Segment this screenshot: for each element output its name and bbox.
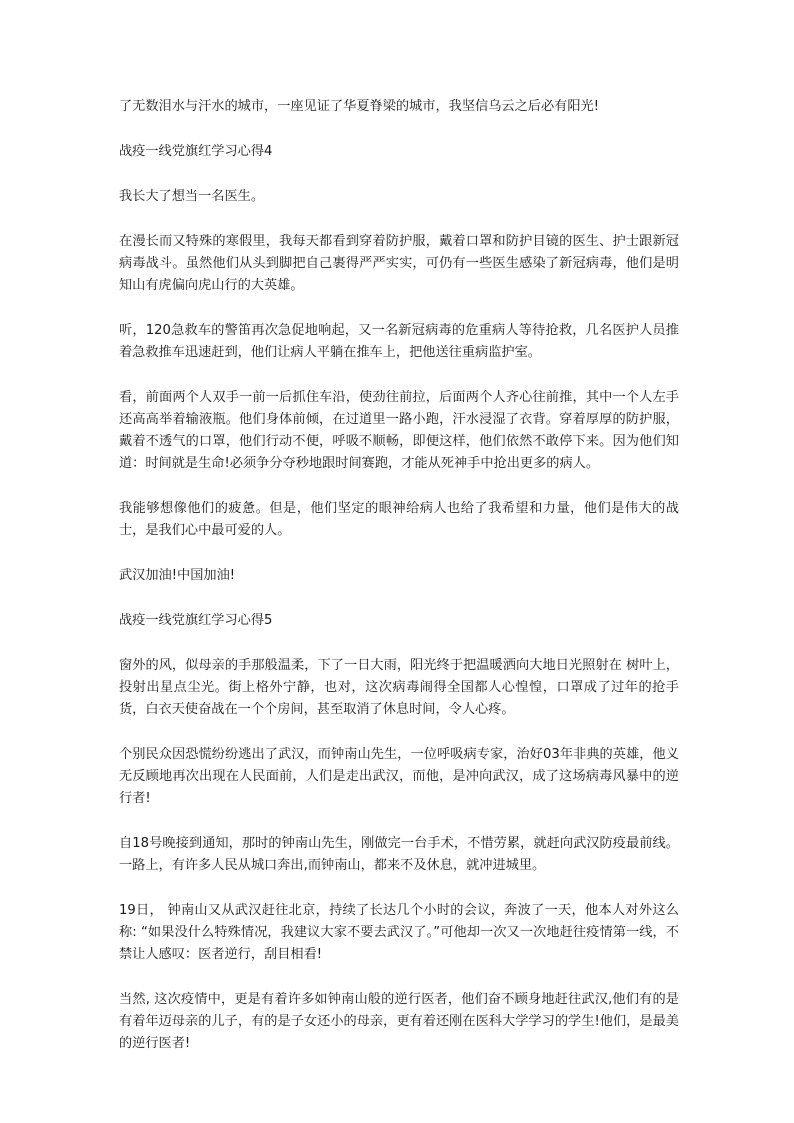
paragraph: 窗外的风，似母亲的手那般温柔，下了一日大雨，阳光终于把温暖洒向大地日光照射在 树叶上，投射出星点尘光。街上格外宁静，也对，这次病毒闹得全国都人心惶惶，口罩成了过年的抢手货，白衣天使奋战在一个个房间，甚至取消了休息时间，令人心疼。: [119, 658, 679, 717]
paragraph: 武汉加油!中国加油!: [119, 568, 236, 583]
paragraph: 在漫长而又特殊的寒假里，我每天都看到穿着防护服，戴着口罩和防护目镜的医生、护士跟新冠病毒战斗。虽然他们从头到脚把自己裹得严严实实，可仍有一些医生感染了新冠病毒，他们是明知山有虎偏向虎山行的大英雄。: [119, 234, 679, 293]
section-heading-4: 战疫一线党旗红学习心得4: [119, 144, 273, 159]
paragraph: 我能够想像他们的疲惫。但是，他们坚定的眼神给病人也给了我希望和力量，他们是伟大的战士，是我们心中最可爱的人。: [119, 501, 679, 538]
paragraph: 听，120急救车的警笛再次急促地响起，又一名新冠病毒的危重病人等待抢救，几名医护人员推着急救推车迅速赶到，他们让病人平躺在推车上，把他送往重病监护室。: [119, 323, 679, 360]
paragraph-intro: 了无数泪水与汗水的城市，一座见证了华夏脊梁的城市，我坚信乌云之后必有阳光!: [119, 99, 600, 114]
paragraph: 个别民众因恐慌纷纷逃出了武汉，而钟南山先生，一位呼吸病专家，治好03年非典的英雄，他义无反顾地再次出现在人民面前，人们是走出武汉，而他，是冲向武汉，成了这场病毒风暴中的逆行者!: [119, 747, 679, 806]
paragraph: 当然, 这次疫情中，更是有着许多如钟南山般的逆行医者，他们奋不顾身地赶往武汉,他们有的是有着年迈母亲的儿子，有的是子女还小的母亲，更有着还刚在医科大学学习的学生!他们，是最美的逆行医者!: [119, 992, 679, 1051]
paragraph: 我长大了想当一名医生。: [119, 189, 265, 204]
section-heading-5: 战疫一线党旗红学习心得5: [119, 613, 273, 628]
document-page: [119, 96, 679, 1078]
paragraph: 自18号晚接到通知，那时的钟南山先生，刚做完一台手术，不惜劳累，就赶向武汉防疫最前线。一路上，有许多人民从城口奔出,而钟南山，都来不及休息，就冲进城里。: [119, 836, 679, 873]
paragraph: 19日， 钟南山又从武汉赶往北京，持续了长达几个小时的会议，奔波了一天，他本人对外这么称: “如果没什么特殊情况，我建议大家不要去武汉了。”可他却一次又一次地赶往疫情第一线，不禁让人感叹：医者逆行，刮目相看!: [119, 903, 679, 962]
paragraph: 看，前面两个人双手一前一后抓住车沿，使劲往前拉，后面两个人齐心往前推，其中一个人左手还高高举着输液瓶。他们身体前倾，在过道里一路小跑，汗水浸湿了衣背。穿着厚厚的防护服，戴着不透气的口罩，他们行动不便，呼吸不顺畅，即便这样，他们依然不敢停下来。因为他们知道：时间就是生命!必须争分夺秒地跟时间赛跑，才能从死神手中抢出更多的病人。: [119, 390, 679, 471]
